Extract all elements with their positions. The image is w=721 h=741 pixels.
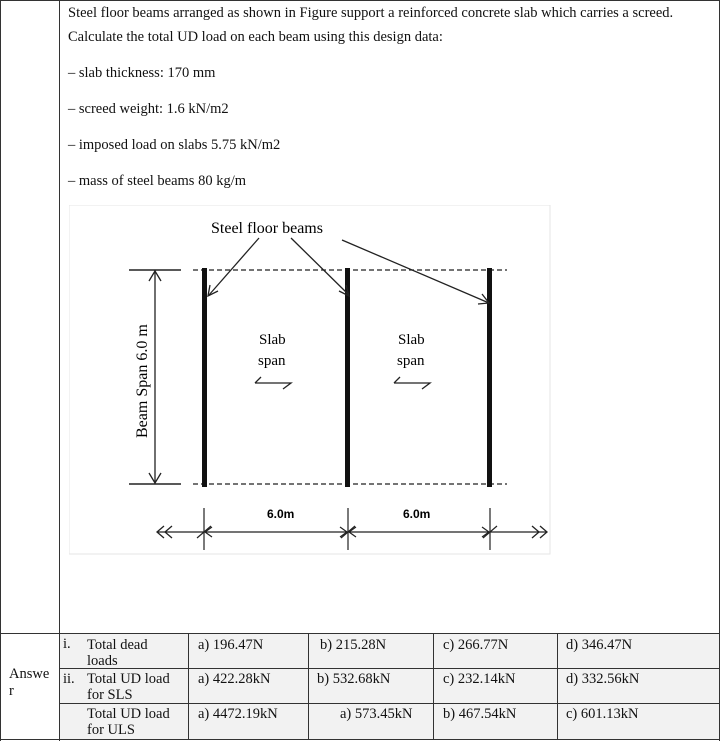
question-intro-line2: Calculate the total UD load on each beam using this design data: xyxy=(68,29,443,45)
figure-title: Steel floor beams xyxy=(211,220,323,237)
data-imposed-load: – imposed load on slabs 5.75 kN/m2 xyxy=(68,137,281,153)
row-3-option-4[interactable]: c) 601.13kN xyxy=(566,706,639,722)
data-beam-mass: – mass of steel beams 80 kg/m xyxy=(68,173,247,189)
dim-label-1: 6.0m xyxy=(267,507,295,521)
slab-label-left: Slab xyxy=(259,332,286,348)
data-screed-weight: – screed weight: 1.6 kN/m2 xyxy=(68,101,229,117)
answer-label-line1: Answe xyxy=(9,666,50,682)
span-label-right: span xyxy=(397,353,425,369)
row-1-option-b[interactable]: b) 215.28N xyxy=(320,637,387,653)
answer-row-divider-1 xyxy=(60,668,720,669)
row-1-option-d[interactable]: d) 346.47N xyxy=(566,637,633,653)
answer-col-divider-3 xyxy=(433,634,434,740)
row-2-desc-line1: Total UD load xyxy=(87,671,170,687)
row-2-option-a[interactable]: a) 422.28kN xyxy=(198,671,271,687)
beam-span-label: Beam Span 6.0 m xyxy=(134,324,151,438)
row-1-desc-line1: Total dead xyxy=(87,637,148,653)
row-1-option-c[interactable]: c) 266.77N xyxy=(443,637,509,653)
answer-row-divider-2 xyxy=(60,703,720,704)
row-3-desc-line1: Total UD load xyxy=(87,706,170,722)
span-label-left: span xyxy=(258,353,286,369)
row-3-option-3[interactable]: b) 467.54kN xyxy=(443,706,517,722)
question-intro-line1: Steel floor beams arranged as shown in Figure support a reinforced concrete slab which carries a screed. xyxy=(68,5,674,21)
answer-col-divider-4 xyxy=(557,634,558,740)
data-slab-thickness: – slab thickness: 170 mm xyxy=(68,65,216,81)
dim-label-2: 6.0m xyxy=(403,507,431,521)
table-border-top xyxy=(0,0,720,1)
answer-label-line2: r xyxy=(9,683,14,699)
row-2-option-c[interactable]: c) 232.14kN xyxy=(443,671,516,687)
table-border-right xyxy=(719,0,720,741)
row-1-number: i. xyxy=(63,636,71,652)
row-3-desc-line2: for ULS xyxy=(87,722,135,738)
steel-beam-left xyxy=(202,268,207,487)
row-2-option-b[interactable]: b) 532.68kN xyxy=(317,671,391,687)
table-column-divider xyxy=(59,0,60,741)
row-2-option-d[interactable]: d) 332.56kN xyxy=(566,671,640,687)
row-3-option-2[interactable]: a) 573.45kN xyxy=(340,706,413,722)
table-border-bottom xyxy=(0,739,720,740)
row-2-number: ii. xyxy=(63,671,75,687)
row-2-desc-line2: for SLS xyxy=(87,687,133,703)
row-1-option-a[interactable]: a) 196.47N xyxy=(198,637,264,653)
answer-col-divider-1 xyxy=(188,634,189,740)
steel-floor-beams-figure xyxy=(69,205,551,555)
row-3-option-1[interactable]: a) 4472.19kN xyxy=(198,706,278,722)
slab-label-right: Slab xyxy=(398,332,425,348)
answer-col-divider-2 xyxy=(308,634,309,740)
row-1-desc-line2: loads xyxy=(87,653,118,669)
steel-beam-middle xyxy=(345,268,350,487)
table-border-left xyxy=(0,0,1,741)
